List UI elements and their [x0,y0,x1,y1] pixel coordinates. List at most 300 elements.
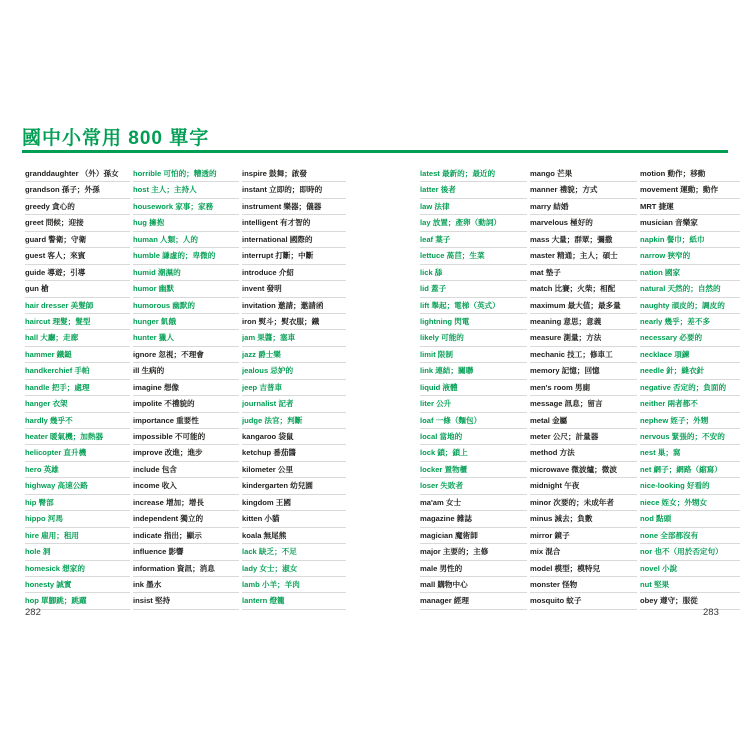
entry-english-word: journalist [242,399,277,409]
word-entry [242,445,346,461]
entry-chinese-meaning: 臀部 [38,497,54,507]
word-entry [242,232,346,248]
entry-english-word: MRT [640,201,657,211]
word-entry [25,511,130,527]
entry-chinese-meaning: 公里 [277,464,294,474]
word-entry [640,232,740,248]
word-entry [640,265,740,281]
word-column-5 [530,166,637,610]
entry-chinese-meaning: 指出；顯示 [163,530,202,540]
entry-chinese-meaning: 缺乏；不足 [258,547,297,557]
entry-chinese-meaning: 飢餓 [160,316,177,326]
entry-english-word: liter [420,399,434,409]
word-entry [640,478,740,494]
word-entry [242,199,346,215]
entry-english-word: net [640,464,652,474]
entry-english-word: nor [640,547,653,557]
entry-chinese-meaning: 槍 [41,284,49,294]
entry-english-word: highway [25,481,56,491]
entry-english-word: magazine [420,514,455,524]
word-entry [242,478,346,494]
word-entry [420,347,527,363]
word-entry [25,528,130,544]
entry-chinese-meaning: 舔 [434,267,443,277]
entry-english-word: international [242,234,288,244]
entry-english-word: nation [640,267,663,277]
word-entry [420,265,527,281]
word-entry [25,462,130,478]
entry-chinese-meaning: 頑皮的；調皮的 [671,300,725,310]
entry-chinese-meaning: 記者 [278,399,294,409]
word-entry [530,445,637,461]
word-entry [640,561,740,577]
entry-chinese-meaning: 後者 [440,185,456,195]
word-entry [530,380,637,396]
entry-chinese-meaning: 當地的 [439,432,463,441]
word-entry [420,215,527,231]
entry-english-word: humor [133,284,157,294]
word-entry [420,478,527,494]
word-entry [530,593,637,609]
word-entry [133,182,239,198]
word-column-6 [640,166,740,610]
word-entry [242,380,346,396]
entry-chinese-meaning: 必要的 [679,333,703,343]
word-entry [530,429,637,445]
entry-english-word: model [530,563,553,573]
word-entry [530,314,637,330]
entry-english-word: hanger [25,399,51,409]
entry-chinese-meaning: 單腳跳；跳躍 [41,596,87,606]
entry-chinese-meaning: 減去；負數 [554,514,593,524]
entry-english-word: leaf [420,234,434,244]
entry-english-word: lettuce [420,251,445,261]
entry-chinese-meaning: 重要性 [176,415,199,425]
entry-chinese-meaning: 也不（用於否定句） [654,547,723,557]
entry-english-word: men's room [530,382,573,392]
word-entry [530,330,637,346]
word-entry [133,396,239,412]
word-entry [530,248,637,264]
entry-english-word: interrupt [242,251,274,261]
entry-english-word: niece [640,497,660,507]
entry-english-word: midnight [530,481,563,491]
entry-chinese-meaning: 動作；移動 [667,169,706,178]
entry-chinese-meaning: 洞 [42,547,51,557]
entry-english-word: gun [25,284,39,294]
word-entry [242,248,346,264]
entry-english-word: mix [530,547,544,557]
entry-english-word: invitation [242,300,276,310]
word-entry [133,429,239,445]
entry-chinese-meaning: 蓋子 [430,284,447,294]
word-entry [640,248,740,264]
entry-english-word: improve [133,448,163,458]
word-entry [242,544,346,560]
word-entry [640,445,740,461]
entry-chinese-meaning: 姪子；外甥 [670,415,709,425]
entry-english-word: obey [640,596,658,606]
word-entry [25,478,130,494]
entry-english-word: greedy [25,201,50,211]
entry-chinese-meaning: 雇用；租用 [41,530,80,540]
entry-english-word: ketchup [242,448,272,458]
entry-english-word: humble [133,251,161,261]
entry-chinese-meaning: 記憶；回憶 [561,366,600,376]
entry-chinese-meaning: 家事；家務 [175,201,214,211]
entry-chinese-meaning: 資訊；消息 [176,563,215,573]
entry-chinese-meaning: 貪心的 [52,201,75,211]
entry-english-word: motion [640,169,666,178]
word-entry [420,380,527,396]
word-entry [242,314,346,330]
word-entry [133,281,239,297]
entry-chinese-meaning: 不禮貌的 [164,399,195,409]
entry-chinese-meaning: 改進；進步 [164,448,203,458]
entry-english-word: introduce [242,267,277,277]
entry-english-word: hunger [133,316,159,326]
entry-english-word: include [133,464,160,474]
entry-chinese-meaning: 巢；窩 [657,448,681,458]
entry-english-word: haircut [25,316,51,326]
entry-english-word: mat [530,267,544,277]
entry-english-word: manner [530,185,558,195]
word-entry [530,298,637,314]
entry-chinese-meaning: 可怕的；糟透的 [163,169,217,178]
entry-chinese-meaning: 忽視；不理會 [158,349,204,359]
entry-chinese-meaning: 結婚 [553,201,569,211]
entry-chinese-meaning: 孫子；外孫 [61,185,100,195]
entry-chinese-meaning: 音樂家 [675,218,698,228]
word-entry [420,528,527,544]
page-title: 國中小常用 800 單字 [22,128,210,149]
word-entry [25,314,130,330]
word-entry [133,248,239,264]
word-entry [242,330,346,346]
entry-english-word: hop [25,596,39,606]
word-entry [640,199,740,215]
entry-chinese-meaning: 魔術師 [455,530,478,540]
word-entry [530,232,637,248]
word-entry [25,577,130,593]
entry-chinese-meaning: 王國 [275,497,291,507]
entry-chinese-meaning: 立即的；即時的 [269,185,323,195]
entry-chinese-meaning: 液體 [442,382,458,392]
entry-english-word: lady [242,563,258,573]
entry-english-word: jealous [242,366,269,376]
entry-english-word: heater [25,432,48,441]
word-entry [242,396,346,412]
entry-chinese-meaning: 小羊；羊肉 [261,579,300,589]
word-entry [420,462,527,478]
entry-english-word: method [530,448,558,458]
entry-english-word: major [420,547,441,557]
entry-chinese-meaning: 小貓 [264,514,280,524]
entry-english-word: message [530,399,563,409]
word-entry [420,182,527,198]
word-entry [640,363,740,379]
entry-chinese-meaning: 番茄醬 [273,448,297,458]
word-entry [242,413,346,429]
word-entry [530,577,637,593]
entry-chinese-meaning: 微波爐；微波 [571,464,617,474]
word-entry [133,413,239,429]
word-entry [25,495,130,511]
entry-english-word: necklace [640,349,673,359]
entry-chinese-meaning: 鏡子 [554,530,570,540]
entry-chinese-meaning: （外）孫女 [80,169,119,178]
entry-chinese-meaning: 客人；來賓 [47,251,86,261]
entry-english-word: male [420,563,438,573]
word-entry [242,182,346,198]
entry-chinese-meaning: 收入 [161,481,177,491]
entry-chinese-meaning: 葉子 [435,234,451,244]
word-entry [25,298,130,314]
word-entry [133,528,239,544]
word-entry [25,232,130,248]
entry-english-word: naughty [640,300,670,310]
entry-chinese-meaning: 謙虛的；卑微的 [162,251,216,261]
entry-chinese-meaning: 姪女；外甥女 [661,497,708,507]
entry-english-word: liquid [420,382,441,392]
word-entry [640,429,740,445]
entry-english-word: mosquito [530,596,565,606]
word-entry [242,429,346,445]
entry-english-word: loaf [420,415,434,425]
entry-chinese-meaning: 次要的；未成年者 [553,497,614,507]
word-entry [420,593,527,609]
entry-english-word: helicopter [25,448,62,458]
entry-english-word: marry [530,201,552,211]
word-entry [420,495,527,511]
entry-chinese-meaning: 直升機 [63,448,87,458]
word-entry [530,528,637,544]
entry-english-word: lightning [420,316,453,326]
word-entry [133,265,239,281]
word-entry [530,478,637,494]
word-entry [25,396,130,412]
word-entry [640,347,740,363]
word-entry [242,511,346,527]
word-entry [133,298,239,314]
entry-chinese-meaning: 主人；主持人 [151,185,197,195]
entry-chinese-meaning: 經理 [453,596,469,606]
entry-english-word: lay [420,218,431,228]
word-entry [530,347,637,363]
word-entry [420,330,527,346]
entry-chinese-meaning: 幾乎；差不多 [664,316,711,326]
word-entry [242,528,346,544]
entry-english-word: necessary [640,333,678,343]
entry-chinese-meaning: 模型；模特兒 [554,563,601,573]
entry-english-word: kilometer [242,464,276,474]
entry-chinese-meaning: 大量；群眾；彌撒 [551,234,613,244]
entry-chinese-meaning: 手帕 [74,366,90,376]
entry-chinese-meaning: 公尺；計量器 [552,432,599,441]
word-entry [25,347,130,363]
entry-chinese-meaning: 介紹 [278,267,294,277]
entry-english-word: judge [242,415,263,425]
entry-chinese-meaning: 高速公路 [57,481,88,491]
entry-english-word: lack [242,547,257,557]
entry-english-word: horrible [133,169,162,178]
entry-english-word: handle [25,382,50,392]
entry-english-word: nephew [640,415,669,425]
word-entry [530,544,637,560]
word-entry [242,363,346,379]
word-entry [25,330,130,346]
page-number-right: 283 [703,607,719,618]
word-entry [25,544,130,560]
entry-english-word: granddaughter [25,169,79,178]
word-entry [133,445,239,461]
entry-english-word: intelligent [242,218,278,228]
entry-english-word: ma'am [420,497,444,507]
word-entry [133,199,239,215]
word-entry [530,511,637,527]
entry-chinese-meaning: 鐵鎚 [56,349,72,359]
word-entry [420,577,527,593]
entry-chinese-meaning: 誠實 [56,579,72,589]
entry-chinese-meaning: 否定的；負面的 [672,382,727,392]
word-entry [420,281,527,297]
word-entry [242,281,346,297]
entry-english-word: instant [242,185,267,195]
entry-english-word: none [640,530,659,540]
word-entry [530,561,637,577]
entry-english-word: lift [420,300,430,310]
word-entry [242,215,346,231]
entry-chinese-meaning: 兩者都不 [667,399,698,409]
entry-chinese-meaning: 吉普車 [259,382,283,392]
entry-chinese-meaning: 打斷；中斷 [275,251,314,261]
word-entry [640,314,740,330]
word-entry [640,330,740,346]
entry-chinese-meaning: 怪物 [562,579,578,589]
word-entry [133,511,239,527]
entry-chinese-meaning: 運動；動作 [680,185,719,195]
entry-chinese-meaning: 發明 [266,284,282,294]
entry-chinese-meaning: 墊子 [545,267,561,277]
entry-chinese-meaning: 增加；增長 [165,497,204,507]
entry-english-word: impossible [133,432,173,441]
entry-english-word: microwave [530,464,570,474]
word-entry [530,182,637,198]
word-entry [420,511,527,527]
entry-english-word: hug [133,218,147,228]
entry-english-word: humorous [133,300,171,310]
entry-english-word: impolite [133,399,163,409]
entry-chinese-meaning: 金屬 [551,415,568,425]
word-entry [640,215,740,231]
word-entry [640,298,740,314]
entry-english-word: monster [530,579,560,589]
entry-english-word: ill [133,366,140,376]
word-entry [25,363,130,379]
word-entry [420,314,527,330]
entry-english-word: importance [133,415,174,425]
entry-chinese-meaning: 獵人 [158,333,174,343]
entry-chinese-meaning: 公升 [436,399,452,409]
entry-chinese-meaning: 雜誌 [456,514,472,524]
word-entry [640,413,740,429]
word-entry [420,363,527,379]
entry-english-word: magician [420,530,453,540]
word-entry [420,445,527,461]
word-entry [640,593,740,609]
entry-chinese-meaning: 忌妒的 [270,366,294,376]
entry-chinese-meaning: 包含 [161,464,177,474]
entry-chinese-meaning: 樂器；儀器 [283,201,322,211]
entry-chinese-meaning: 熨斗；熨衣服；鐵 [258,316,320,326]
entry-english-word: kitten [242,514,263,524]
word-entry [25,248,130,264]
entry-chinese-meaning: 鼓舞；啟發 [269,169,307,178]
word-entry [133,561,239,577]
entry-chinese-meaning: 網子；網路（縮寫） [653,464,722,474]
word-entry [530,281,637,297]
entry-chinese-meaning: 幽默的 [172,300,196,310]
entry-english-word: influence [133,547,167,557]
entry-english-word: needle [640,366,665,376]
entry-chinese-meaning: 男性的 [439,563,463,573]
word-entry [420,413,527,429]
entry-english-word: information [133,563,175,573]
word-entry [530,462,637,478]
entry-chinese-meaning: 袋鼠 [278,432,294,441]
word-column-4 [420,166,527,610]
entry-chinese-meaning: 幾乎不 [49,415,73,425]
entry-chinese-meaning: 擁抱 [149,218,165,228]
entry-chinese-meaning: 國家 [664,267,681,277]
entry-english-word: nearly [640,316,663,326]
word-entry [133,215,239,231]
word-entry [640,166,740,182]
entry-english-word: hip [25,497,37,507]
entry-chinese-meaning: 小說 [661,563,678,573]
word-entry [420,561,527,577]
entry-chinese-meaning: 堅持 [154,596,171,606]
word-entry [242,593,346,609]
word-entry [530,495,637,511]
entry-chinese-meaning: 想家的 [62,563,85,573]
entry-chinese-meaning: 潮濕的 [157,267,181,277]
entry-english-word: humid [133,267,156,277]
entry-chinese-meaning: 午夜 [564,481,580,491]
entry-english-word: nervous [640,432,670,441]
entry-english-word: hardly [25,415,48,425]
entry-english-word: maximum [530,300,566,310]
entry-chinese-meaning: 幽默 [158,284,174,294]
word-entry [640,511,740,527]
entry-chinese-meaning: 把手；處理 [51,382,90,392]
entry-english-word: nut [640,579,652,589]
entry-english-word: lamb [242,579,260,589]
entry-english-word: neither [640,399,666,409]
word-entry [25,215,130,231]
word-entry [530,166,637,182]
entry-english-word: mango [530,169,555,178]
word-entry [640,462,740,478]
word-entry [242,166,346,182]
entry-chinese-meaning: 天然的；自然的 [667,284,721,294]
entry-english-word: minor [530,497,552,507]
entry-english-word: novel [640,563,660,573]
word-entry [25,445,130,461]
entry-chinese-meaning: 點頭 [656,514,672,524]
word-entry [242,495,346,511]
entry-chinese-meaning: 技工；修車工 [567,349,613,359]
